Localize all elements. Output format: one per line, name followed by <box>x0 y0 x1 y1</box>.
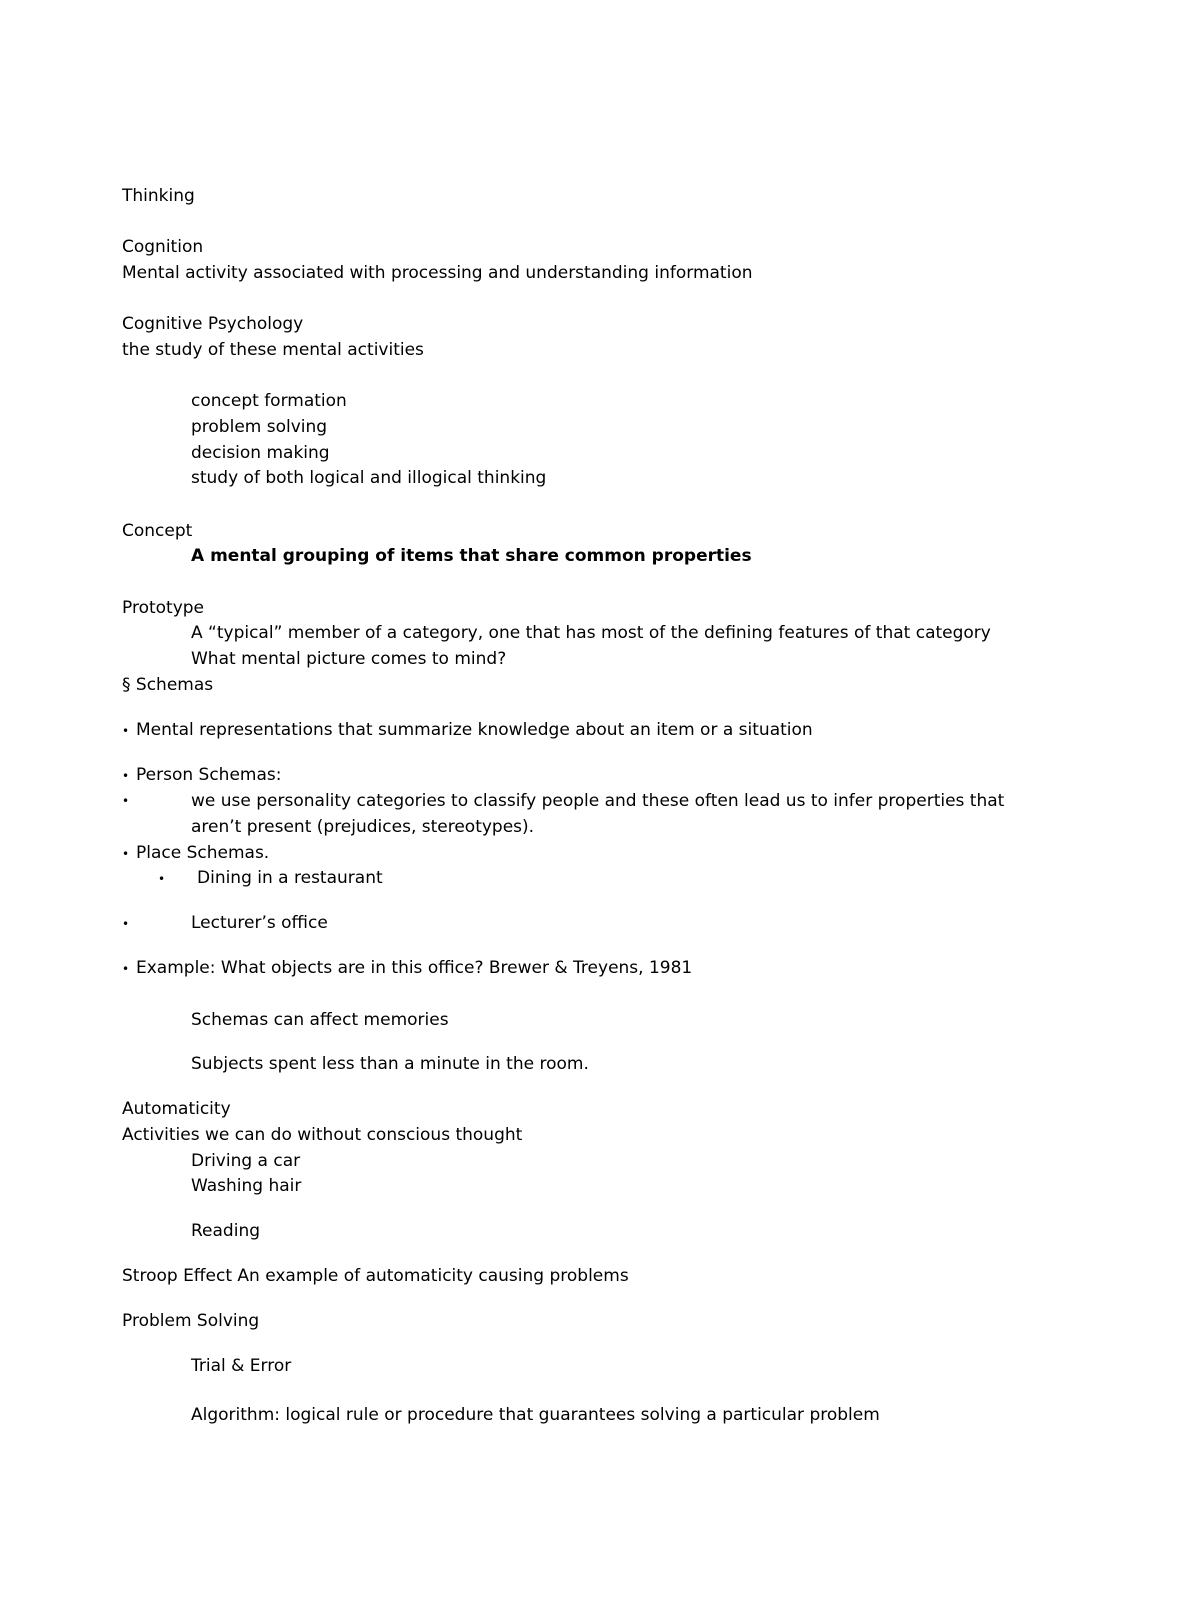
cognitive-psychology-definition: the study of these mental activities <box>122 340 424 360</box>
bullet-icon: • <box>122 724 130 738</box>
person-schemas-text: we use personality categories to classify people and these often lead us to infer properties that <box>191 791 1005 811</box>
bullet-icon: • <box>122 769 130 783</box>
cognitive-psychology-heading: Cognitive Psychology <box>122 314 304 334</box>
list-item: Washing hair <box>191 1176 302 1196</box>
schemas-definition: Mental representations that summarize knowledge about an item or a situation <box>136 720 813 740</box>
bullet-icon: • <box>122 794 130 808</box>
concept-definition: A mental grouping of items that share common properties <box>191 546 752 566</box>
prototype-definition: A “typical” member of a category, one that has most of the defining features of that category <box>191 623 991 643</box>
stroop-effect-text: Stroop Effect An example of automaticity causing problems <box>122 1266 629 1286</box>
prototype-question: What mental picture comes to mind? <box>191 649 507 669</box>
cognition-heading: Cognition <box>122 237 204 257</box>
person-schemas-text-continued: aren’t present (prejudices, stereotypes). <box>191 817 535 837</box>
problem-solving-item: Trial & Error <box>191 1356 292 1376</box>
bullet-icon: • <box>122 962 130 976</box>
document-title: Thinking <box>122 186 195 206</box>
place-schemas-item: Dining in a restaurant <box>197 868 383 888</box>
person-schemas-heading: Person Schemas: <box>136 765 282 785</box>
schemas-note: Schemas can affect memories <box>191 1010 449 1030</box>
place-schemas-heading: Place Schemas. <box>136 843 270 863</box>
bullet-icon: • <box>158 872 166 886</box>
schemas-note: Subjects spent less than a minute in the room. <box>191 1054 589 1074</box>
bullet-icon: • <box>122 917 130 931</box>
list-item: study of both logical and illogical thinking <box>191 468 547 488</box>
schemas-heading: § Schemas <box>122 675 214 695</box>
problem-solving-heading: Problem Solving <box>122 1311 260 1331</box>
list-item: Driving a car <box>191 1151 301 1171</box>
list-item: concept formation <box>191 391 347 411</box>
automaticity-definition: Activities we can do without conscious thought <box>122 1125 523 1145</box>
automaticity-heading: Automaticity <box>122 1099 231 1119</box>
bullet-icon: • <box>122 847 130 861</box>
list-item: problem solving <box>191 417 328 437</box>
place-schemas-item: Lecturer’s office <box>191 913 328 933</box>
cognition-definition: Mental activity associated with processing and understanding information <box>122 263 753 283</box>
list-item: decision making <box>191 443 330 463</box>
schemas-example: Example: What objects are in this office? Brewer & Treyens, 1981 <box>136 958 693 978</box>
concept-heading: Concept <box>122 521 193 541</box>
list-item: Reading <box>191 1221 261 1241</box>
prototype-heading: Prototype <box>122 598 205 618</box>
problem-solving-item: Algorithm: logical rule or procedure that guarantees solving a particular problem <box>191 1405 880 1425</box>
